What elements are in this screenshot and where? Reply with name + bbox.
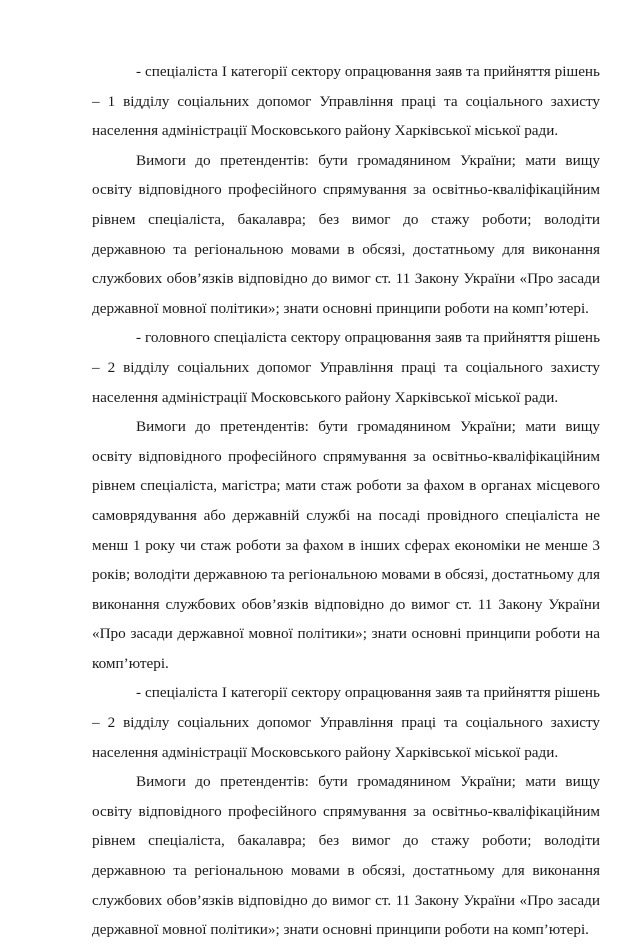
document-body	[92, 57, 600, 945]
position-paragraph: - спеціаліста І категорії сектору опрацювання заяв та прийняття рішень – 1 відділу соціальних допомог Управління праці та соціального захисту населення адміністрації Московського району Харківської міської ради.	[92, 63, 600, 140]
requirements-paragraph: Вимоги до претендентів: бути громадянином України; мати вищу освіту відповідного професійного спрямування за освітньо-кваліфікаційним рівнем спеціаліста, магістра; мати стаж роботи за фахом в органах місцевого самоврядування або державній службі на посаді провідного спеціаліста не менш 1 року чи стаж роботи за фахом в інших сферах економіки не менше 3 років; володіти державною та регіональною мовами в обсязі, достатньому для виконання службових обов’язків відповідно до вимог ст. 11 Закону України «Про засади державної мовної політики»; знати основні принципи роботи на комп’ютері.	[92, 418, 600, 672]
requirements-paragraph: Вимоги до претендентів: бути громадянином України; мати вищу освіту відповідного професійного спрямування за освітньо-кваліфікаційним рівнем спеціаліста, бакалавра; без вимог до стажу роботи; володіти державною та регіональною мовами в обсязі, достатньому для виконання службових обов’язків відповідно до вимог ст. 11 Закону України «Про засади державної мовної політики»; знати основні принципи роботи на комп’ютері.	[92, 773, 600, 939]
position-paragraph: - головного спеціаліста сектору опрацювання заяв та прийняття рішень – 2 відділу соціальних допомог Управління праці та соціального захисту населення адміністрації Московського району Харківської міської ради.	[92, 329, 600, 406]
requirements-paragraph: Вимоги до претендентів: бути громадянином України; мати вищу освіту відповідного професійного спрямування за освітньо-кваліфікаційним рівнем спеціаліста, бакалавра; без вимог до стажу роботи; володіти державною та регіональною мовами в обсязі, достатньому для виконання службових обов’язків відповідно до вимог ст. 11 Закону України «Про засади державної мовної політики»; знати основні принципи роботи на комп’ютері.	[92, 151, 600, 317]
position-paragraph: - спеціаліста І категорії сектору опрацювання заяв та прийняття рішень – 2 відділу соціальних допомог Управління праці та соціального захисту населення адміністрації Московського району Харківської міської ради.	[92, 684, 600, 761]
